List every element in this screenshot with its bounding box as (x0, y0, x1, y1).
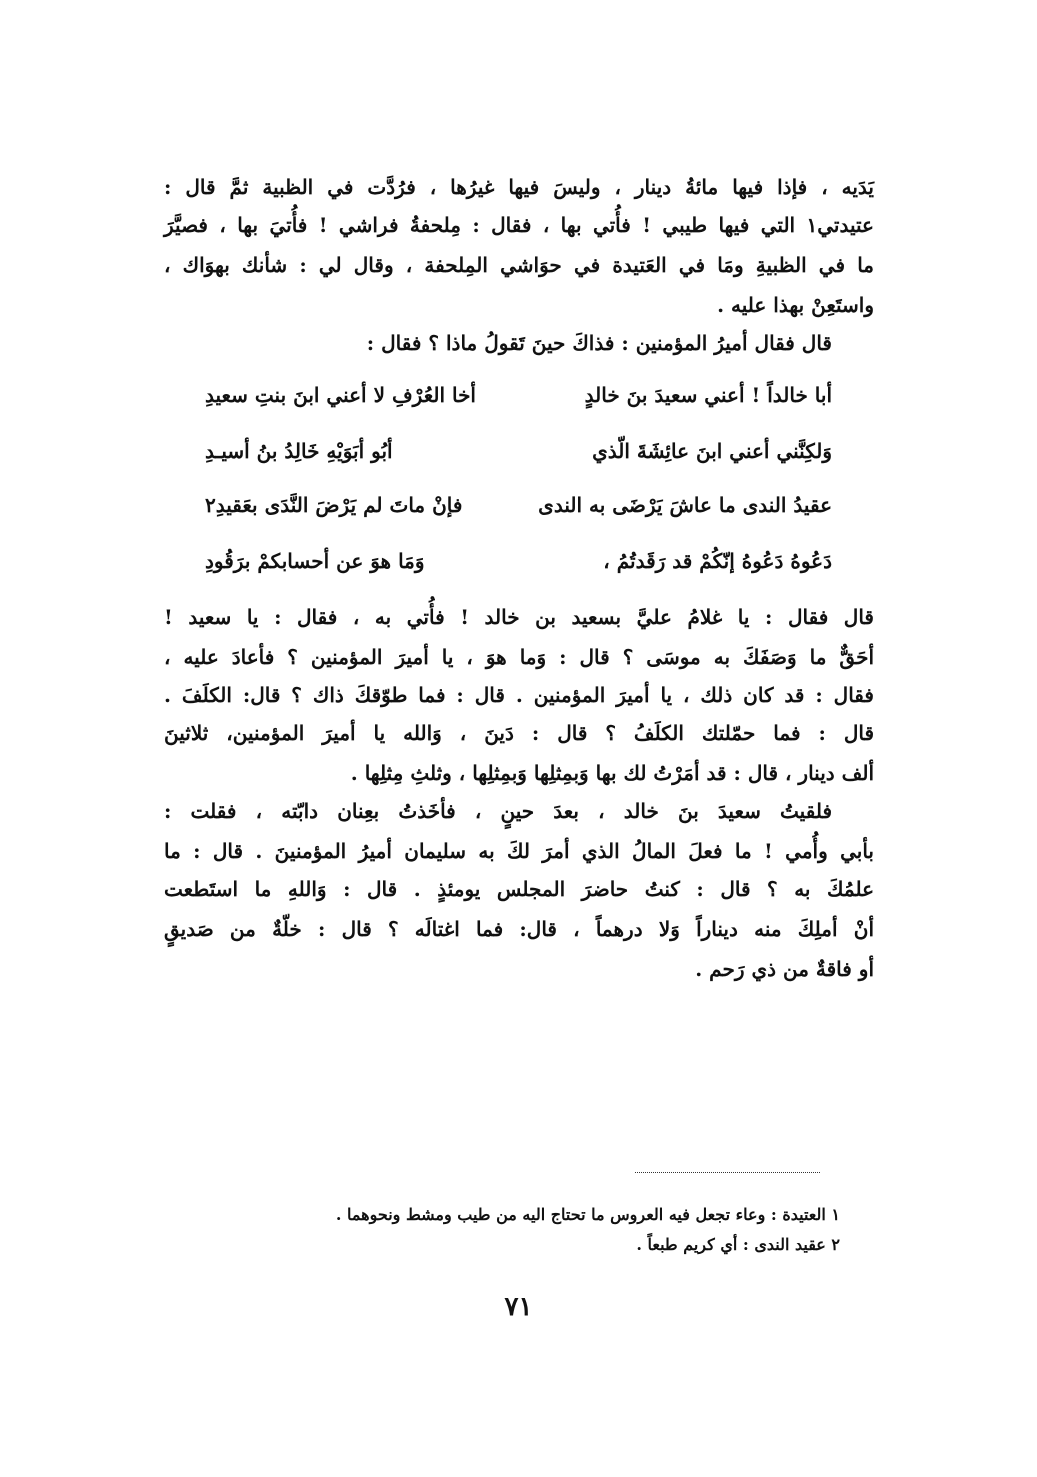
paragraph2-line-5: ألف دينار ، قال : قد أمَرْتُ لك بها وَبمِثلِها وَبمِثلِها ، وثلثِ مِثلِها . (350, 761, 874, 785)
verse-4-first-hemistich: دَعُوهُ دَعُوهُ إنّكُمْ قد رَقَدتُمُ ، (603, 549, 832, 573)
verse-4-second-hemistich: وَمَا هوَ عن أحسابكمْ برَقُودِ (205, 549, 425, 573)
paragraph3-line-4: أنْ أملِكَ منه ديناراً وَلا درهماً ، قال: فما اغتالَه ؟ قال : خلّةٌ من صَديقٍ (164, 917, 874, 941)
verse-3-first-hemistich: عقيدُ الندى ما عاشَ يَرْضَى به الندى (538, 493, 832, 517)
footnote-separator (635, 1172, 820, 1173)
paragraph3-line-3: علمُكَ به ؟ قال : كنتُ حاضرَ المجلس يومئذٍ . قال : وَاللهِ ما استَطعت (164, 877, 874, 901)
footnote-2: ٢ عقيد الندى : أي كريم طبعاً . (636, 1235, 840, 1254)
page-number: ٧١ (504, 1292, 533, 1322)
paragraph1-line-4: واستَعِنْ بهذا عليه . (717, 293, 874, 317)
footnote-1: ١ العتيدة : وعاء تجعل فيه العروس ما تحتاج اليه من طيب ومشط ونحوهما . (335, 1205, 840, 1224)
paragraph3-line-2: بأبي وأُمي ! ما فعلَ المالُ الذي أمرَ لكَ به سليمان أميرُ المؤمنينَ . قال : ما (164, 839, 874, 863)
paragraph2-line-1: قال فقال : يا غلامُ عليَّ بسعيد بن خالد ! فأُتي به ، فقال : يا سعيد ! (164, 605, 874, 629)
verse-2-second-hemistich: أبُو أبَوَيْهِ خَالِدُ بنُ أسيـدِ (205, 439, 393, 463)
paragraph1-line-2: عتيدتي١ التي فيها طيبي ! فأُتي بها ، فقال : مِلحفةُ فراشي ! فأُتيَ بها ، فصيَّرَ (164, 213, 874, 237)
paragraph2-line-3: فقال : قد كان ذلك ، يا أميرَ المؤمنين . قال : فما طوّقكَ ذاك ؟ قال: الكلَفَ . (164, 683, 874, 707)
paragraph3-line-1: فلقيتُ سعيدَ بنَ خالد ، بعدَ حينٍ ، فأخَذتُ بعِنان دابّته ، فقلت : (164, 799, 833, 823)
verse-3-second-hemistich: فإنْ ماتَ لم يَرْضَ النَّدَى بعَقيدِ٢ (205, 493, 463, 517)
verse-1-first-hemistich: أبا خالداً ! أعني سعيدَ بنَ خالدٍ (584, 383, 832, 407)
paragraph2-line-4: قال : فما حمّلتك الكلَفُ ؟ قال : دَينَ ، وَالله يا أميرَ المؤمنين، ثلاثينَ (164, 721, 874, 745)
verse-intro: قال فقال أميرُ المؤمنين : فذاكَ حينَ تَقولُ ماذا ؟ فقال : (366, 331, 832, 355)
paragraph1-line-3: ما في الظبيةِ ومَا في العَتيدة في حوَاشي المِلحفة ، وقال لي : شأنك بهوَاك ، (164, 253, 874, 277)
paragraph2-line-2: أحَقٌّ ما وَصَفَكَ به موسَى ؟ قال : وَما هوَ ، يا أميرَ المؤمنين ؟ فأعادَ عليه ، (164, 645, 874, 669)
verse-2-first-hemistich: وَلكِنَّني أعني ابنَ عائِشَةَ الّذي (592, 439, 832, 463)
paragraph1-line-1: يَدَيه ، فإذا فيها مائةُ دينار ، وليسَ فيها غيرُها ، فرُدَّت في الظبية ثمَّ قال : (164, 175, 874, 199)
verse-1-second-hemistich: أخا العُرْفِ لا أعني ابنَ بنتِ سعيدِ (205, 383, 476, 407)
paragraph3-line-5: أو فاقةٌ من ذي رَحم . (695, 957, 874, 981)
